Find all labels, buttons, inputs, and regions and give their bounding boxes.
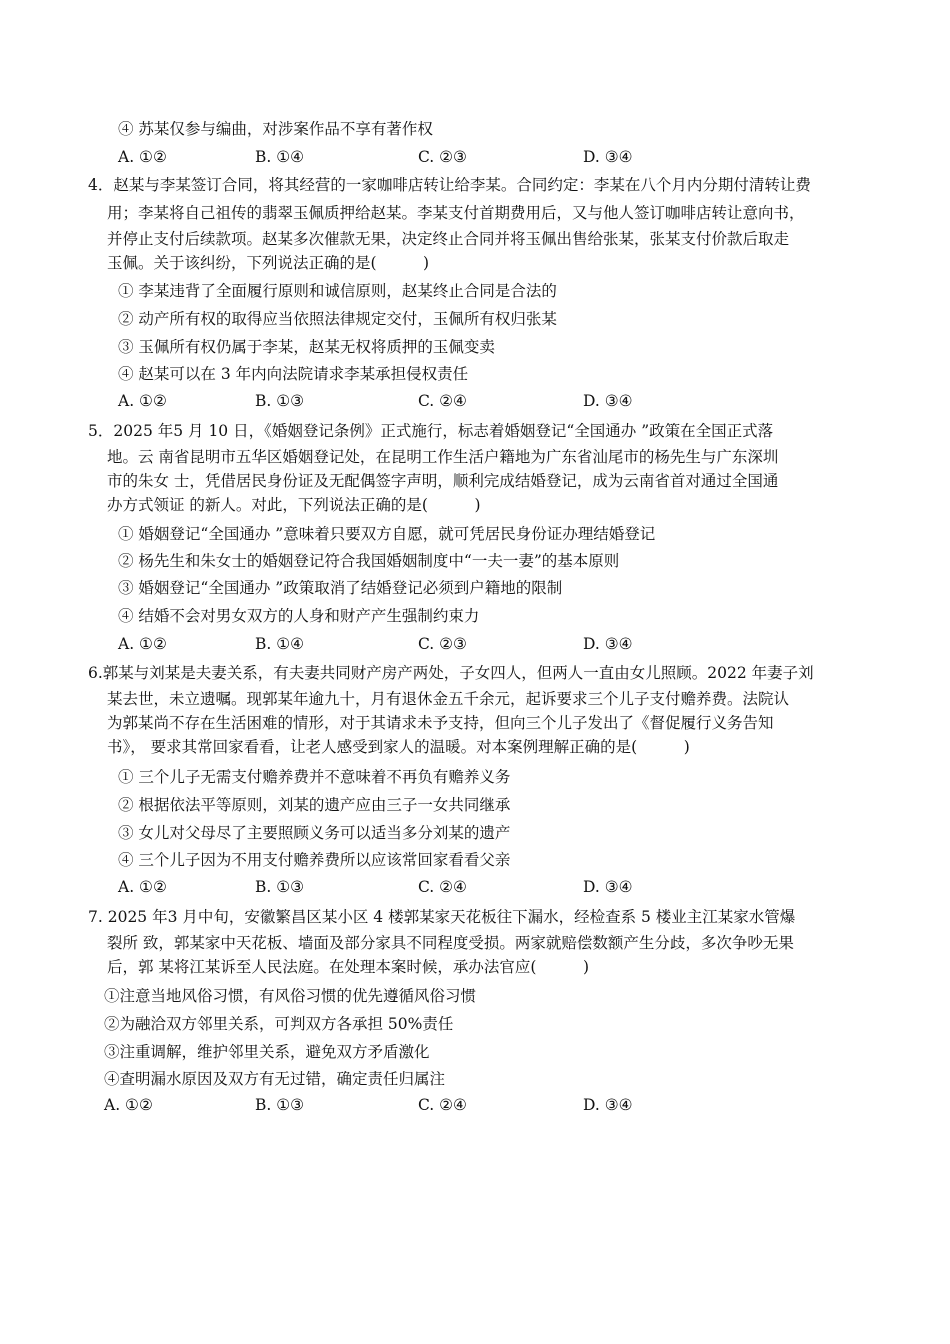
option-c[interactable]: C. ②④ — [418, 392, 467, 410]
q5-stem-line-4: 办方式领证 的新人。对此，下列说法正确的是( ) — [107, 496, 481, 514]
q6-stem-line-4: 书》， 要求其常回家看看，让老人感受到家人的温暖。对本案例理解正确的是( ) — [107, 738, 690, 756]
option-d[interactable]: D. ③④ — [583, 148, 633, 166]
option-b[interactable]: B. ①④ — [255, 148, 305, 166]
q5-item-4: ④ 结婚不会对男女双方的人身和财产产生强制约束力 — [118, 607, 480, 625]
q5-item-2: ② 杨先生和朱女士的婚姻登记符合我国婚姻制度中“一夫一妻”的基本原则 — [118, 552, 620, 570]
q4-item-4: ④ 赵某可以在 3 年内向法院请求李某承担侵权责任 — [118, 365, 469, 383]
q5-stem-line-3: 市的朱女 士，凭借居民身份证及无配偶签字声明，顺利完成结婚登记，成为云南省首对通过全国通 — [107, 472, 779, 490]
option-d[interactable]: D. ③④ — [583, 635, 633, 653]
q6-item-1: ① 三个儿子无需支付赡养费并不意味着不再负有赡养义务 — [118, 768, 511, 786]
q6-stem-line-1: 6.郭某与刘某是夫妻关系，有夫妻共同财产房产两处，子女四人，但两人一直由女儿照顾。2022 年妻子刘 — [88, 664, 814, 682]
option-a[interactable]: A. ①② — [118, 878, 167, 896]
option-c[interactable]: C. ②④ — [418, 1096, 467, 1114]
option-b[interactable]: B. ①④ — [255, 635, 305, 653]
q6-stem-line-2: 某去世，未立遗嘱。现郭某年逾九十，月有退休金五千余元，起诉要求三个儿子支付赡养费。法院认 — [107, 690, 790, 708]
option-b[interactable]: B. ①③ — [255, 878, 305, 896]
option-d[interactable]: D. ③④ — [583, 392, 633, 410]
option-a[interactable]: A. ①② — [104, 1096, 153, 1114]
q4-item-3: ③ 玉佩所有权仍属于李某，赵某无权将质押的玉佩变卖 — [118, 338, 495, 356]
q4-item-1: ① 李某违背了全面履行原则和诚信原则，赵某终止合同是合法的 — [118, 282, 557, 300]
q4-stem-line-4: 玉佩。关于该纠纷，下列说法正确的是( ) — [107, 254, 430, 272]
q7-stem-line-1: 7. 2025 年3 月中旬，安徽繁昌区某小区 4 楼郭某家天花板往下漏水，经检查系 5 楼业主江某家水管爆 — [88, 908, 796, 926]
option-d[interactable]: D. ③④ — [583, 1096, 633, 1114]
q5-item-1: ① 婚姻登记“全国通办 ”意味着只要双方自愿，就可凭居民身份证办理结婚登记 — [118, 525, 656, 543]
q4-stem-line-1: 4．赵某与李某签订合同，将其经营的一家咖啡店转让给李某。合同约定：李某在八个月内分期付清转让费 — [88, 176, 811, 194]
option-d[interactable]: D. ③④ — [583, 878, 633, 896]
q7-item-3: ③注重调解，维护邻里关系，避免双方矛盾激化 — [104, 1043, 430, 1061]
q4-stem-line-3: 并停止支付后续款项。赵某多次催款无果，决定终止合同并将玉佩出售给张某，张某支付价款后取走 — [107, 230, 790, 248]
q7-stem-line-3: 后，郭 某将江某诉至人民法庭。在处理本案时候，承办法官应( ) — [107, 958, 590, 976]
q7-item-1: ①注意当地风俗习惯，有风俗习惯的优先遵循风俗习惯 — [104, 987, 477, 1005]
option-a[interactable]: A. ①② — [118, 392, 167, 410]
q5-stem-line-1: 5．2025 年5 月 10 日，《婚姻登记条例》正式施行，标志着婚姻登记“全国通办 ”政策在全国正式落 — [88, 422, 774, 440]
q6-stem-line-3: 为郭某尚不存在生活困难的情形，对于其请求未予支持，但向三个儿子发出了《督促履行义务告知 — [107, 714, 774, 732]
q5-stem-line-2: 地。云 南省昆明市五华区婚姻登记处，在昆明工作生活户籍地为广东省汕尾市的杨先生与广东深圳 — [107, 448, 779, 466]
q4-item-2: ② 动产所有权的取得应当依照法律规定交付，玉佩所有权归张某 — [118, 310, 557, 328]
q4-stem-line-2: 用；李某将自己祖传的翡翠玉佩质押给赵某。李某支付首期费用后，又与他人签订咖啡店转让意向书， — [107, 204, 805, 222]
q7-item-4: ④查明漏水原因及双方有无过错，确定责任归属注 — [104, 1070, 446, 1088]
option-a[interactable]: A. ①② — [118, 635, 167, 653]
option-a[interactable]: A. ①② — [118, 148, 167, 166]
option-b[interactable]: B. ①③ — [255, 1096, 305, 1114]
option-c[interactable]: C. ②④ — [418, 878, 467, 896]
q6-item-4: ④ 三个儿子因为不用支付赡养费所以应该常回家看看父亲 — [118, 851, 511, 869]
q7-stem-line-2: 裂所 致，郭某家中天花板、墙面及部分家具不同程度受损。两家就赔偿数额产生分歧，多次争吵无果 — [107, 934, 794, 952]
q5-item-3: ③ 婚姻登记“全国通办 ”政策取消了结婚登记必须到户籍地的限制 — [118, 579, 563, 597]
option-c[interactable]: C. ②③ — [418, 635, 467, 653]
q6-item-3: ③ 女儿对父母尽了主要照顾义务可以适当多分刘某的遗产 — [118, 824, 511, 842]
q7-item-2: ②为融洽双方邻里关系，可判双方各承担 50%责任 — [104, 1015, 454, 1033]
q3-item-4: ④ 苏某仅参与编曲，对涉案作品不享有著作权 — [118, 120, 433, 138]
option-b[interactable]: B. ①③ — [255, 392, 305, 410]
option-c[interactable]: C. ②③ — [418, 148, 467, 166]
q6-item-2: ② 根据依法平等原则，刘某的遗产应由三子一女共同继承 — [118, 796, 511, 814]
